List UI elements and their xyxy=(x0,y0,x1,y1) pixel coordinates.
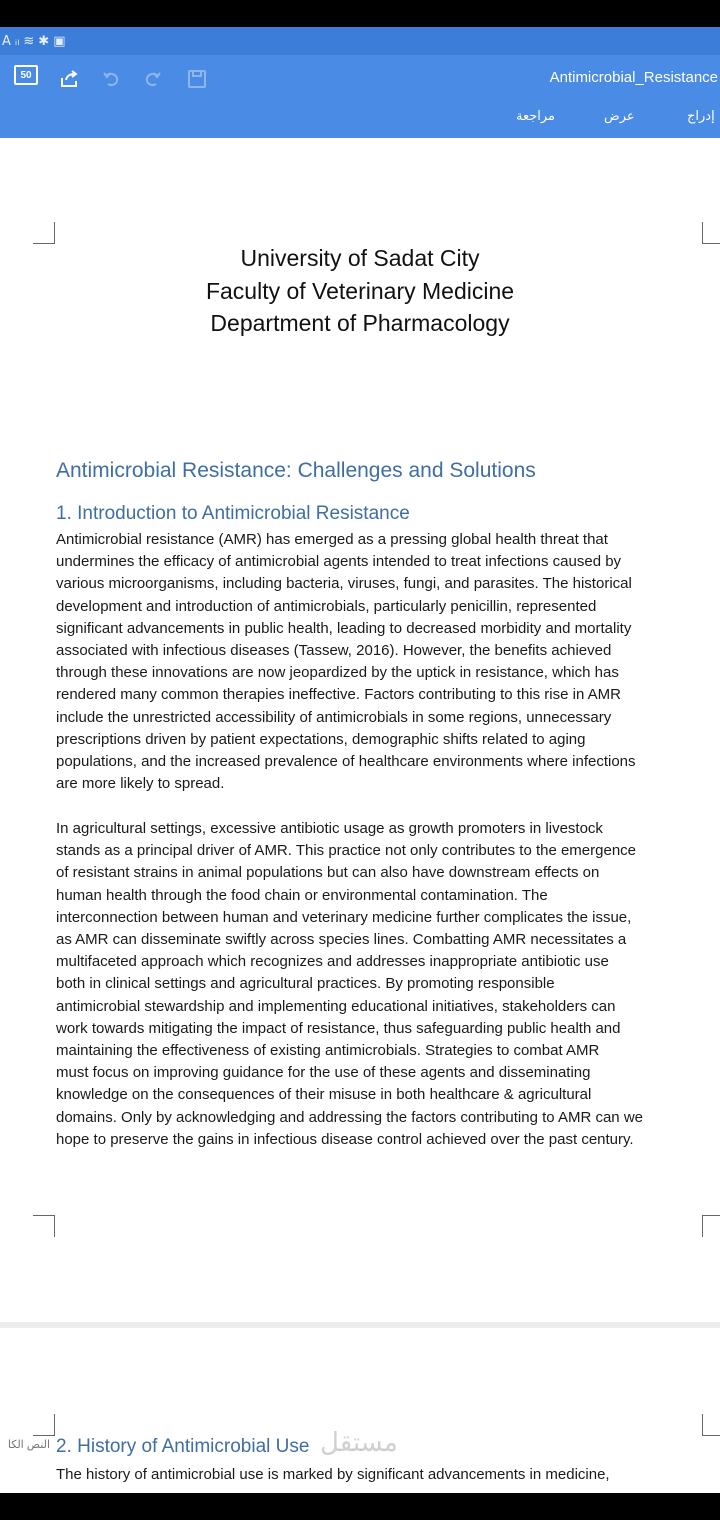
margin-corner-bottom-left xyxy=(33,1215,55,1237)
text-line: knowledge on the consequences of their misuse in both healthcare & agricultural xyxy=(56,1086,592,1104)
text-line: must focus on improving guidance for the use of these agents and disseminating xyxy=(56,1064,591,1082)
save-icon[interactable] xyxy=(184,66,210,92)
text-line: significant advancements in public health, leading to decreased morbidity and mortality xyxy=(56,619,632,637)
paragraph-2 xyxy=(56,818,706,1151)
document-canvas[interactable] xyxy=(0,138,720,1493)
text-line: through these innovations are now jeopardized by the uptick in resistance, which has xyxy=(56,664,619,682)
text-line: domains. Only by acknowledging and addressing the factors contributing to AMR can we xyxy=(56,1108,643,1126)
header-department: Department of Pharmacology xyxy=(210,310,510,336)
text-line: hope to preserve the gains in infectious disease control achieved over the past century. xyxy=(56,1130,634,1148)
redo-icon[interactable] xyxy=(140,66,166,92)
margin-corner-top-right xyxy=(702,1414,720,1436)
menu-review[interactable]: مراجعة xyxy=(516,109,556,124)
text-line: human health through the food chain or environmental contamination. The xyxy=(56,886,548,904)
page-break xyxy=(0,1322,720,1328)
side-text-label: النص الكا xyxy=(7,1439,50,1451)
app-toolbar xyxy=(0,55,720,138)
paragraph-1 xyxy=(56,529,706,795)
status-bar xyxy=(0,27,720,55)
undo-icon[interactable] xyxy=(98,66,124,92)
text-line: antimicrobial stewardship and implementing educational initiatives, stakeholders can xyxy=(56,997,616,1015)
share-icon[interactable] xyxy=(56,66,82,92)
text-line: include the unrestricted accessibility of antimicrobials in some regions, unnecessary xyxy=(56,708,612,726)
bottom-system-edge xyxy=(0,1493,720,1520)
text-line: as AMR can disseminate swiftly across species lines. Combatting AMR necessitates a xyxy=(56,931,627,949)
margin-corner-top-left xyxy=(33,222,55,244)
document-title[interactable]: Antimicrobial_Resistance xyxy=(549,69,718,86)
section-2-heading: 2. History of Antimicrobial Use xyxy=(56,1436,310,1457)
text-line: populations, and the increased prevalence of healthcare environments where infections xyxy=(56,753,636,771)
bluetooth-icon: ✱ xyxy=(38,33,50,49)
page-count-button[interactable]: 50 xyxy=(14,65,38,85)
text-line: In agricultural settings, excessive antibiotic usage as growth promoters in livestock xyxy=(56,820,603,837)
watermark: مستقل xyxy=(320,1428,398,1458)
text-line: are more likely to spread. xyxy=(56,775,225,793)
text-line: interconnection between human and veterinary medicine further complicates the issue, xyxy=(56,908,632,926)
text-line: multifaceted approach which recognizes and addresses inappropriate antibiotic use xyxy=(56,953,609,971)
text-line: development and introduction of antimicrobials, particularly penicillin, represented xyxy=(56,597,597,615)
header-faculty: Faculty of Veterinary Medicine xyxy=(205,278,515,304)
signal-icon: ᵢₗ xyxy=(14,33,20,49)
text-line: The history of antimicrobial use is marked by significant advancements in medicine, xyxy=(56,1466,610,1483)
menu-view[interactable]: عرض xyxy=(604,109,635,124)
text-line: rendered many common therapies ineffective. Factors contributing to this rise in AMR xyxy=(56,686,621,704)
menu-insert[interactable]: إدراج xyxy=(687,109,715,124)
wifi-icon: ≋ xyxy=(23,33,35,49)
text-line: work towards mitigating the impact of resistance, thus safeguarding public health and xyxy=(56,1019,621,1037)
margin-corner-top-left xyxy=(33,1414,55,1436)
margin-corner-top-right xyxy=(702,222,720,244)
text-line: undermines the efficacy of antimicrobial agents intended to treat infections caused by xyxy=(56,553,622,571)
text-line: Antimicrobial resistance (AMR) has emerged as a pressing global health threat that xyxy=(56,531,608,548)
text-line: stands as a principal driver of AMR. This practice not only contributes to the emergence xyxy=(56,842,637,860)
document-main-title: Antimicrobial Resistance: Challenges and Solutions xyxy=(56,459,536,482)
notification-icon: ▣ xyxy=(53,33,66,49)
text-line: maintaining the effectiveness of existing antimicrobials. Strategies to combat AMR xyxy=(56,1042,600,1060)
top-system-edge xyxy=(0,0,720,27)
text-line: prescriptions driven by patient expectations, demographic shifts related to aging xyxy=(56,730,586,748)
text-line: of resistant strains in animal populations but can also have downstream effects on xyxy=(56,864,600,882)
header-university: University of Sadat City xyxy=(240,245,480,271)
carrier-icon: A xyxy=(2,33,11,49)
text-line: various microorganisms, including bacteria, viruses, fungi, and parasites. The historical xyxy=(56,575,632,593)
paragraph-3 xyxy=(56,1464,706,1486)
text-line: both in clinical settings and agricultural practices. By promoting responsible xyxy=(56,975,555,993)
margin-corner-bottom-right xyxy=(702,1215,720,1237)
section-1-heading: 1. Introduction to Antimicrobial Resistance xyxy=(56,503,410,524)
text-line: associated with infectious diseases (Tassew, 2016). However, the benefits achieved xyxy=(56,642,612,660)
